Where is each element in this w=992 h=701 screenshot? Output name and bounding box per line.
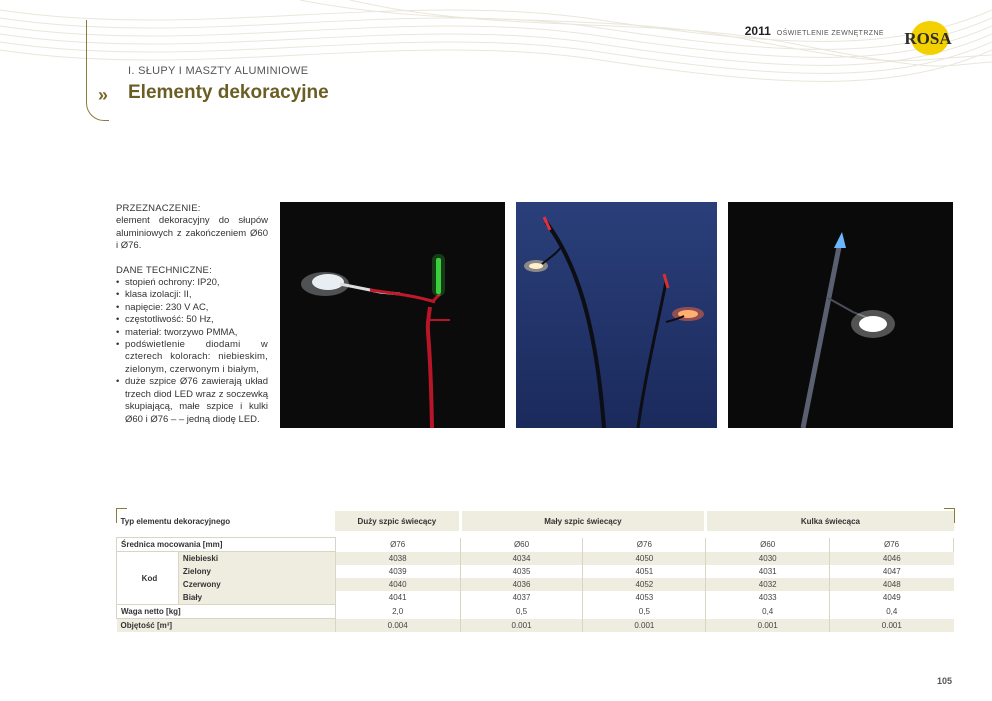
table-cell: 0.004	[335, 619, 460, 633]
tech-item: • częstotliwość: 50 Hz,	[125, 314, 268, 326]
tech-item: • podświetlenie diodami w czterech kolorach: niebieskim, zielonym, czerwonym i białym,	[125, 339, 268, 376]
spec-table	[116, 511, 954, 632]
weight-label: Waga netto [kg]	[117, 605, 336, 619]
tech-item: • klasa izolacji: II,	[125, 289, 268, 301]
table-cell: 4033	[706, 591, 830, 605]
tech-item: • materiał: tworzywo PMMA,	[125, 327, 268, 339]
table-cell: 4032	[706, 578, 830, 591]
table-cell: 4052	[583, 578, 706, 591]
tech-list	[116, 277, 268, 426]
description-block	[116, 203, 268, 426]
table-cell: 0,4	[830, 605, 954, 619]
table-cell: Ø60	[460, 538, 583, 552]
group-header: Mały szpic świecący	[460, 511, 706, 531]
table-cell: 4038	[335, 552, 460, 566]
table-cell: 4040	[335, 578, 460, 591]
rosa-logo	[898, 18, 958, 58]
table-cell: 4039	[335, 565, 460, 578]
tech-item: • stopień ochrony: IP20,	[125, 277, 268, 289]
tech-heading: DANE TECHNICZNE:	[116, 264, 212, 276]
table-cell: Ø76	[583, 538, 706, 552]
table-cell: 4036	[460, 578, 583, 591]
color-label: Biały	[178, 591, 335, 605]
table-cell: 4047	[830, 565, 954, 578]
photo-red-pole-green-spike	[280, 202, 505, 428]
tech-item: • napięcie: 230 V AC,	[125, 302, 268, 314]
table-cell: 4053	[583, 591, 706, 605]
table-cell: 4031	[706, 565, 830, 578]
tech-item: • duże szpice Ø76 zawierają układ trzech diod LED wraz z soczewką skupiającą, małe szpice i kulki Ø60 i Ø76 – – jedną diodę LED.	[125, 376, 268, 426]
table-cell: 4034	[460, 552, 583, 566]
chevron-right-icon: »	[98, 85, 109, 105]
table-cell: Ø60	[706, 538, 830, 552]
page-number: 105	[936, 676, 952, 686]
section-label: I. SŁUPY I MASZTY ALUMINIOWE	[128, 65, 309, 77]
purpose-text: element dekoracyjny do słupów aluminiowych z zakończeniem Ø60 i Ø76.	[116, 215, 268, 252]
table-cell: 4030	[706, 552, 830, 566]
table-cell: 2,0	[335, 605, 460, 619]
kod-label: Kod	[117, 552, 179, 605]
table-cell: 4035	[460, 565, 583, 578]
table-cell: 4049	[830, 591, 954, 605]
table-cell: 4041	[335, 591, 460, 605]
photo-blue-spike-white-lamp	[728, 202, 953, 428]
table-cell: 4051	[583, 565, 706, 578]
table-cell: 0,5	[460, 605, 583, 619]
table-cell: 0.001	[706, 619, 830, 633]
group-header: Duży szpic świecący	[335, 511, 460, 531]
purpose-heading: PRZEZNACZENIE:	[116, 203, 201, 214]
table-cell: 0,4	[706, 605, 830, 619]
diameter-label: Średnica mocowania [mm]	[117, 538, 336, 552]
table-cell: 0.001	[460, 619, 583, 633]
table-cell: Ø76	[830, 538, 954, 552]
header-subtitle: OŚWIETLENIE ZEWNĘTRZNE	[776, 30, 884, 37]
table-cell: 0,5	[583, 605, 706, 619]
table-cell: 4050	[583, 552, 706, 566]
table-cell: Ø76	[335, 538, 460, 552]
group-header: Kulka świecąca	[706, 511, 954, 531]
color-label: Czerwony	[182, 580, 221, 589]
header-brand	[745, 24, 884, 38]
table-cell: 4048	[830, 578, 954, 591]
photo-curved-poles-dusk	[516, 202, 717, 428]
table-cell: 0.001	[830, 619, 954, 633]
svg-text:ROSA: ROSA	[904, 29, 952, 48]
volume-label: Objętość [m³]	[120, 621, 173, 630]
table-cell: 4046	[830, 552, 954, 566]
table-cell: 0.001	[583, 619, 706, 633]
table-header-label: Typ elementu dekoracyjnego	[120, 516, 231, 526]
color-label: Zielony	[178, 565, 335, 578]
page-title: Elementy dekoracyjne	[128, 82, 329, 103]
color-label: Niebieski	[182, 554, 219, 563]
table-cell: 4037	[460, 591, 583, 605]
header-year: 2011	[744, 24, 771, 38]
